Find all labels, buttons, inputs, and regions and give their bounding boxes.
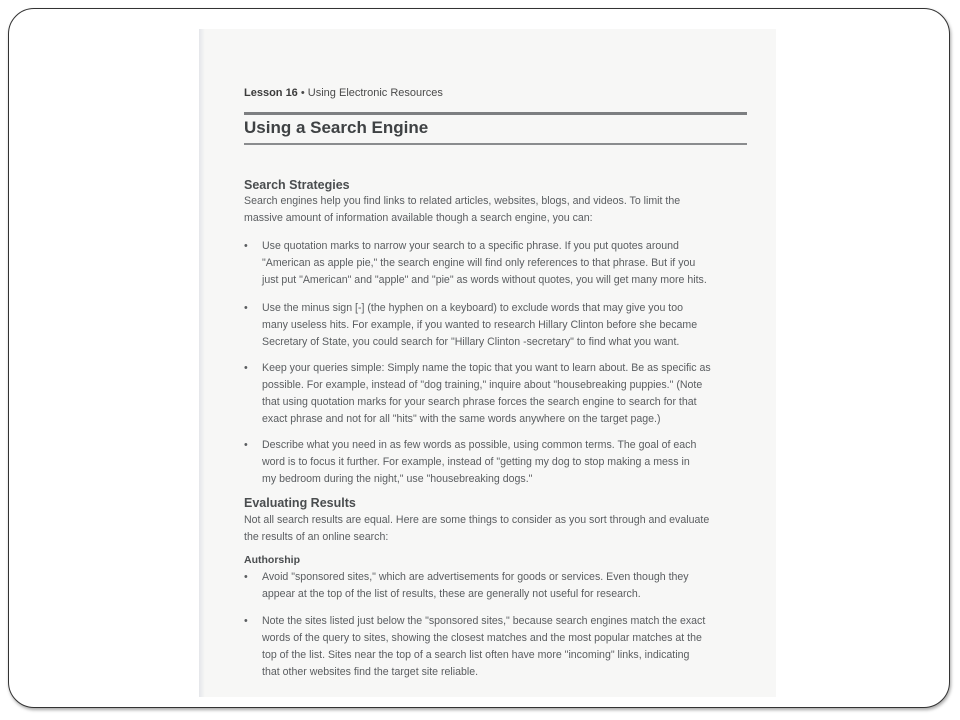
bullet-line: that other websites find the target site reliable. [262,666,479,678]
lesson-separator: • [300,87,305,99]
bullet-line: exact phrase and not for all "hits" with the same words anywhere on the target page.) [262,413,661,425]
bullet-line: many useless hits. For example, if you wanted to research Hillary Clinton before she became [262,319,698,331]
bullet-line: just put "American" and "apple" and "pie" as words without quotes, you will get many more hits. [262,274,707,286]
lesson-header [244,87,443,99]
evaluating-results-intro-line: the results of an online search: [244,531,389,543]
bullet-line: appear at the top of the list of results, these are generally not useful for research. [262,588,641,600]
bullet-line: Note the sites listed just below the "sponsored sites," because search engines match the exact [262,615,706,627]
bullet-icon: • [244,302,248,314]
lesson-label: Lesson 16 [244,87,298,99]
bullet-icon: • [244,439,248,451]
scanned-page [199,29,776,697]
section-heading-evaluating-results: Evaluating Results [244,496,356,510]
bullet-line: Use the minus sign [-] (the hyphen on a keyboard) to exclude words that may give you too [262,302,684,314]
bullet-line: that using quotation marks for your search phrase forces the search engine to search for that [262,396,697,408]
section-heading-search-strategies: Search Strategies [244,178,350,192]
bullet-line: possible. For example, instead of "dog training," inquire about "housebreaking puppies." (Note [262,379,703,391]
subheading-authorship: Authorship [244,554,300,566]
bullet-line: Keep your queries simple: Simply name the topic that you want to learn about. Be as specific as [262,362,711,374]
page-title: Using a Search Engine [244,118,429,137]
bullet-line: Use quotation marks to narrow your search to a specific phrase. If you put quotes around [262,240,679,252]
bullet-line: Secretary of State, you could search for "Hillary Clinton -secretary" to find what you want. [262,336,680,348]
search-strategies-intro-line: Search engines help you find links to related articles, websites, blogs, and videos. To limit the [244,195,681,207]
title-rule-top [244,112,747,115]
title-rule-bottom [244,143,747,145]
bullet-icon: • [244,240,248,252]
bullet-line: top of the list. Sites near the top of a search list often have more "incoming" links, indicating [262,649,690,661]
bullet-line: my bedroom during the night," use "housebreaking dogs." [262,473,533,485]
bullet-line: Avoid "sponsored sites," which are advertisements for goods or services. Even though they [262,571,689,583]
lesson-topic: Using Electronic Resources [307,87,443,99]
evaluating-results-intro-line: Not all search results are equal. Here are some things to consider as you sort through and evaluate [244,514,710,526]
bullet-icon: • [244,362,248,374]
bullet-icon: • [244,571,248,583]
search-strategies-intro-line: massive amount of information available though a search engine, you can: [244,212,593,224]
bullet-line: word is to focus it further. For example, instead of "getting my dog to stop making a mess in [262,456,690,468]
bullet-line: "American as apple pie," the search engine will find only references to that phrase. But if you [262,257,696,269]
bullet-line: words of the query to sites, showing the closest matches and the most popular matches at the [262,632,702,644]
bullet-line: Describe what you need in as few words as possible, using common terms. The goal of each [262,439,697,451]
bullet-icon: • [244,615,248,627]
